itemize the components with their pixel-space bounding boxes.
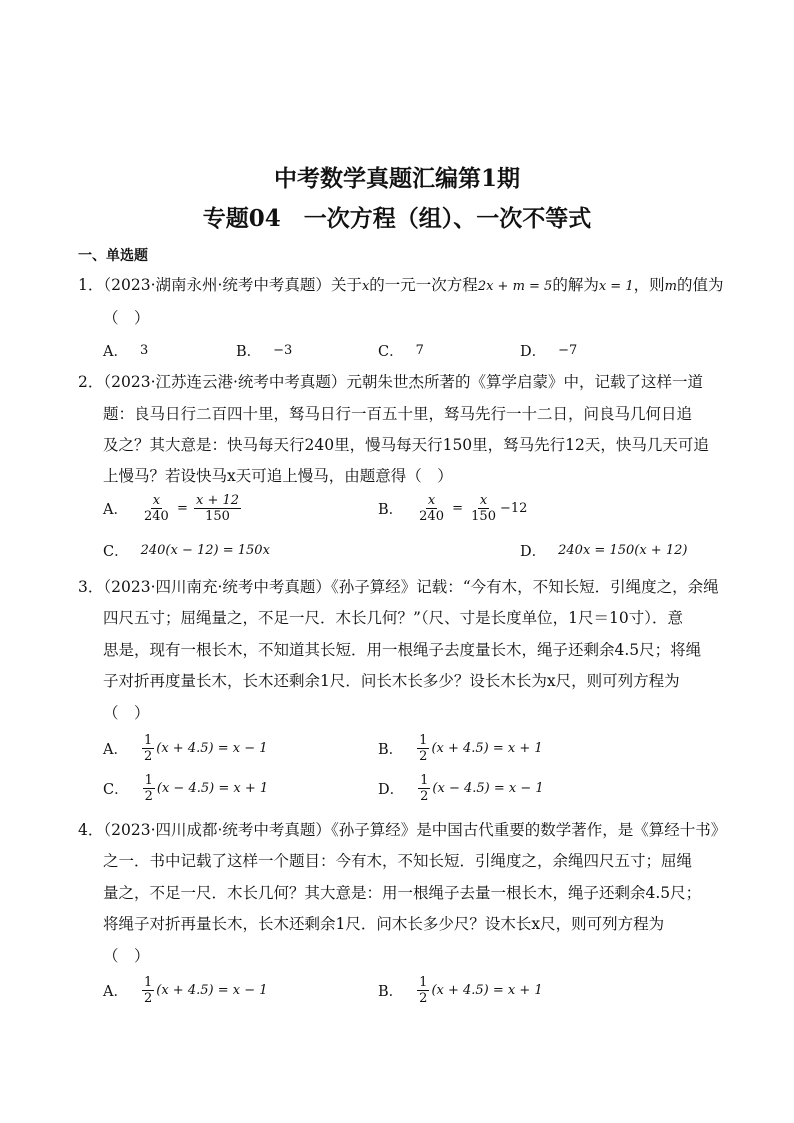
expression: (x − 4.5) = x − 1 (432, 781, 544, 796)
option-label: C． (378, 344, 404, 360)
fraction (418, 773, 430, 804)
option-label: D． (378, 782, 405, 798)
option-equation: $\frac{x}{240}$ = $\frac{x + 12}{150}$ (143, 493, 240, 524)
option-a[interactable] (103, 975, 268, 1006)
option-b[interactable] (378, 733, 543, 764)
option-label: D． (520, 344, 547, 360)
option-text: 240x = 150(x + 12) (558, 543, 688, 558)
option-d[interactable] (378, 773, 544, 804)
option-label: A． (103, 502, 128, 518)
option-a[interactable] (103, 493, 243, 524)
denominator: 2 (144, 789, 153, 804)
stem-text: 的一元一次方程 (369, 276, 478, 294)
question-number: 3． (78, 578, 104, 596)
answer-blank: （ ） (103, 309, 150, 327)
stem-text: 的值为 (676, 276, 724, 294)
question-source: （2023·江苏连云港·统考中考真题） (103, 373, 347, 391)
numerator: 1 (143, 975, 153, 990)
page-title: 中考数学真题汇编第1期 (273, 165, 520, 192)
option-label: C． (103, 544, 129, 560)
question-2-line-2: 题：良马日行二百四十里，驽马日行一百五十里，驽马先行一十二日，问良马几何日追 (103, 405, 693, 423)
question-source: （2023·湖南永州·统考中考真题） (103, 276, 331, 294)
option-c[interactable] (103, 540, 270, 561)
fraction (143, 773, 155, 804)
option-d[interactable] (520, 340, 577, 361)
numerator: 1 (419, 733, 428, 748)
fraction (417, 975, 429, 1006)
option-text: 7 (415, 343, 424, 358)
denominator: 150 (471, 509, 496, 524)
option-equation (416, 773, 544, 804)
fraction (417, 733, 429, 764)
question-1 (78, 270, 728, 303)
question-2-line-3: 及之？其大意是：快马每天行240里，慢马每天行150里，驽马先行12天，快马几天可追 (103, 436, 709, 454)
option-label: B． (236, 344, 262, 360)
option-label: A． (103, 742, 128, 758)
question-4-line-3: 量之，不足一尺．木长几何？其大意是：用一根绳子去量一根长木，绳子还剩余4.5尺； (103, 884, 702, 902)
question-2-line-4: 上慢马？若设快马x天可追上慢马，由题意得（ ） (103, 467, 453, 485)
question-4-line-4: 将绳子对折再量长木，长木还剩余1尺．问木长多少尺？设木长x尺，则可列方程为 (103, 915, 665, 933)
numerator: 1 (420, 773, 429, 788)
fraction (142, 493, 171, 524)
math-var: m (664, 279, 677, 294)
fraction (469, 493, 498, 524)
numerator: x (152, 493, 161, 508)
denominator: 2 (143, 991, 153, 1006)
question-number: 2． (78, 373, 104, 391)
expression: (x − 4.5) = x + 1 (156, 781, 269, 796)
math-equation: 2x + m = 5 (477, 279, 553, 294)
math-var: x (361, 279, 370, 294)
option-b[interactable] (378, 975, 543, 1006)
question-4 (78, 815, 728, 847)
denominator: 2 (420, 789, 429, 804)
denominator: 240 (143, 509, 169, 524)
section-heading: 一、单选题 (78, 248, 148, 264)
option-text: −3 (273, 343, 293, 358)
option-a[interactable] (103, 340, 148, 361)
option-b[interactable] (236, 340, 292, 361)
expression: (x + 4.5) = x + 1 (431, 983, 543, 998)
stem-text: 《孙子算经》记载：“今有木，不知长短．引绳度之，余绳 (330, 578, 719, 596)
numerator: x + 12 (195, 493, 240, 508)
denominator: 2 (419, 749, 428, 764)
question-number: 1． (78, 276, 104, 294)
page-subtitle: 专题04 一次方程（组）、一次不等式 (202, 205, 592, 232)
expression: (x + 4.5) = x − 1 (156, 983, 268, 998)
denominator: 2 (419, 991, 428, 1006)
answer-blank: （ ） (103, 704, 150, 722)
option-label: C． (103, 782, 129, 798)
option-equation (141, 773, 269, 804)
question-3-line-2: 四尺五寸；屈绳量之，不足一尺．木长几何？”（尺、寸是长度单位，1尺＝10寸）．意 (103, 609, 684, 627)
stem-text: 的解为 (552, 276, 599, 294)
question-3 (78, 572, 728, 604)
numerator: 1 (144, 773, 153, 788)
equation-tail: −12 (499, 501, 528, 516)
option-text: 3 (139, 343, 149, 358)
option-equation (415, 975, 543, 1006)
option-label: B． (378, 742, 404, 758)
question-source: （2023·四川南充·统考中考真题） (103, 578, 331, 596)
option-text: −7 (558, 343, 578, 358)
answer-blank: （ ） (103, 947, 150, 965)
stem-text: ，则 (633, 276, 665, 294)
fraction (142, 975, 154, 1006)
question-3-line-4: 子对折再度量长木，长木还剩余1尺．问长木长多少？设长木长为x尺，则可列方程为 (103, 672, 680, 690)
numerator: 1 (143, 733, 153, 748)
question-number: 4． (78, 821, 104, 839)
option-c[interactable] (103, 773, 268, 804)
question-4-line-2: 之一．书中记载了这样一个题目：今有木，不知长短．引绳度之，余绳四尺五寸；屈绳 (103, 852, 693, 870)
option-equation (140, 733, 268, 764)
option-equation (415, 733, 543, 764)
option-label: B． (378, 502, 404, 518)
expression: (x + 4.5) = x + 1 (431, 741, 543, 756)
expression: (x + 4.5) = x − 1 (156, 741, 268, 756)
option-c[interactable] (378, 340, 424, 361)
denominator: 2 (143, 749, 153, 764)
fraction (417, 493, 446, 524)
question-3-line-3: 思是，现有一根长木，不知道其长短．用一根绳子去度量长木，绳子还剩余4.5尺；将绳 (103, 641, 702, 659)
option-label: A． (103, 984, 128, 1000)
denominator: 150 (205, 509, 230, 524)
denominator: 240 (419, 509, 444, 524)
stem-text: 关于 (330, 276, 362, 294)
question-2 (78, 367, 728, 399)
fraction (142, 733, 154, 764)
option-b[interactable] (378, 493, 527, 524)
math-equation: x = 1 (598, 279, 634, 294)
option-text: 240(x − 12) = 150x (140, 543, 270, 558)
option-equation: $\frac{x}{240}$ = $\frac{x}{150}$ −12 (419, 493, 528, 524)
fraction (194, 493, 241, 524)
numerator: x (479, 493, 488, 508)
option-a[interactable] (103, 733, 268, 764)
option-label: B． (378, 984, 404, 1000)
stem-text: 《孙子算经》是中国古代重要的数学著作，是《算经十书》 (330, 821, 727, 839)
stem-text: 元朝朱世杰所著的《算学启蒙》中，记载了这样一道 (346, 373, 703, 391)
question-source: （2023·四川成都·统考中考真题） (103, 821, 331, 839)
numerator: x (427, 493, 436, 508)
option-label: A． (103, 344, 128, 360)
option-d[interactable] (520, 540, 687, 561)
numerator: 1 (419, 975, 428, 990)
option-equation (140, 975, 268, 1006)
option-label: D． (520, 544, 547, 560)
